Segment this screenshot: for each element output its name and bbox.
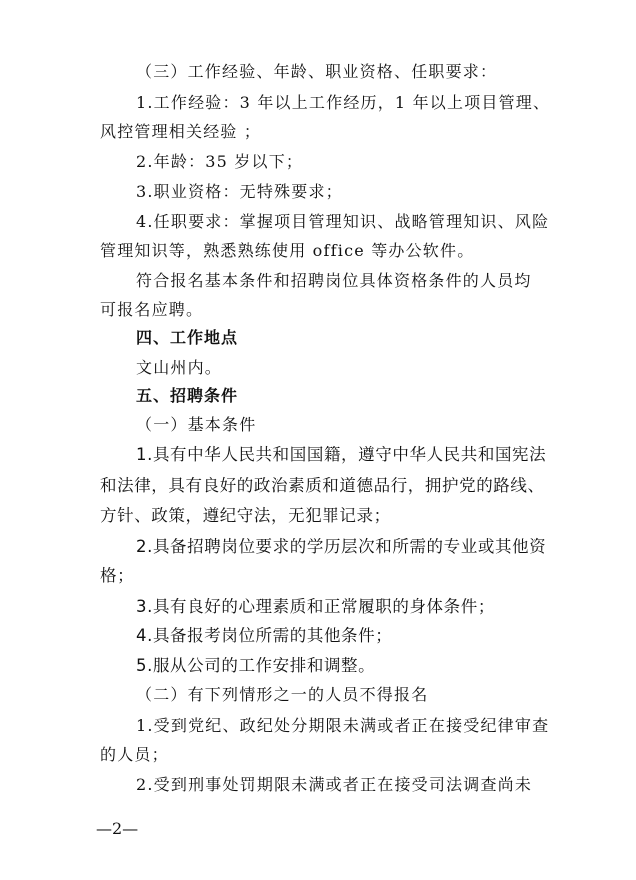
text-line: 2.具备招聘岗位要求的学历层次和所需的专业或其他资 <box>136 537 547 556</box>
subheading-basic-conditions: （一）基本条件 <box>136 415 257 434</box>
text-line: 方针、政策，遵纪守法，无犯罪记录； <box>100 506 391 525</box>
text-line: 2.受到刑事处罚期限未满或者正在接受司法调查尚未 <box>136 775 533 794</box>
section-heading-work-location: 四、工作地点 <box>136 328 239 347</box>
text-line: 的人员； <box>100 745 169 764</box>
text-line: 和法律，具有良好的政治素质和道德品行，拥护党的路线、 <box>100 476 545 495</box>
text-line: 可报名应聘。 <box>100 300 204 319</box>
text-line: 1.工作经验：3 年以上工作经历，1 年以上项目管理、 <box>136 93 551 112</box>
text-line: 文山州内。 <box>136 358 223 377</box>
text-line: 1.受到党纪、政纪处分期限未满或者正在接受纪律审查 <box>136 716 550 735</box>
text-line: 符合报名基本条件和招聘岗位具体资格条件的人员均 <box>136 271 532 290</box>
text-line: 格； <box>100 566 135 585</box>
section-heading-recruitment-conditions: 五、招聘条件 <box>136 386 239 405</box>
page-number: —2— <box>96 819 139 838</box>
text-line: 3.职业资格：无特殊要求； <box>136 182 343 201</box>
text-line: 1.具有中华人民共和国国籍，遵守中华人民共和国宪法 <box>136 445 547 464</box>
text-line: 5.服从公司的工作安排和调整。 <box>136 656 376 675</box>
subheading-work-requirements: （三）工作经验、年龄、职业资格、任职要求： <box>136 62 498 81</box>
text-line: 管理知识等，熟悉熟练使用 office 等办公软件。 <box>100 241 475 260</box>
text-line: 2.年龄：35 岁以下； <box>136 152 304 171</box>
text-line: 风控管理相关经验 ； <box>100 122 262 141</box>
text-line: 4.具备报考岗位所需的其他条件； <box>136 626 393 645</box>
text-line: 4.任职要求：掌握项目管理知识、战略管理知识、风险 <box>136 212 550 231</box>
subheading-disqualifications: （二）有下列情形之一的人员不得报名 <box>136 685 429 704</box>
text-line: 3.具有良好的心理素质和正常履职的身体条件； <box>136 597 495 616</box>
